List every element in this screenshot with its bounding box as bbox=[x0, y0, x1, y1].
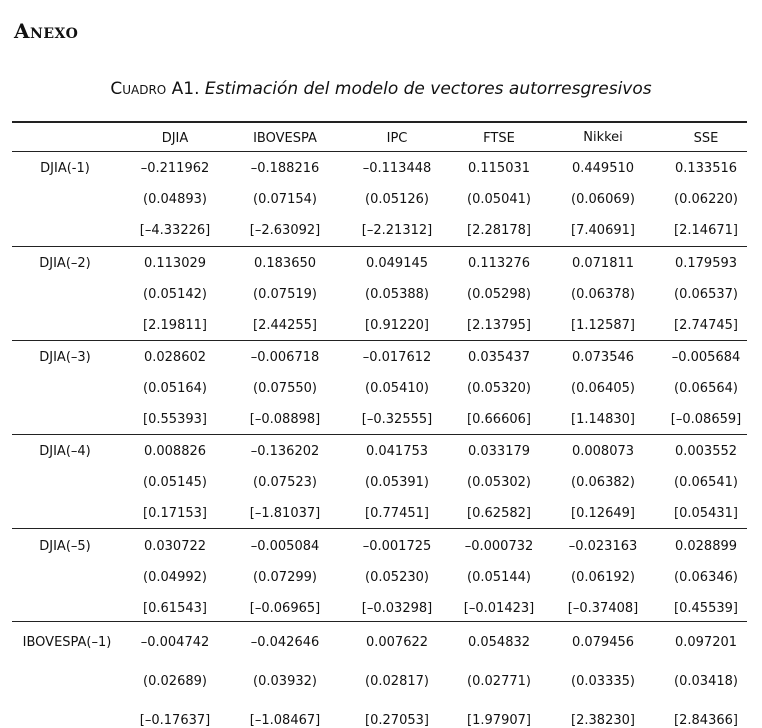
coefficient-cell: –0.004742 bbox=[140, 635, 210, 650]
t-stat-cell: [0.77451] bbox=[365, 506, 429, 521]
coefficient-cell: –0.211962 bbox=[140, 161, 210, 176]
t-stat-cell: [1.12587] bbox=[571, 318, 635, 333]
t-stat-cell: [–0.03298] bbox=[361, 601, 433, 616]
coefficient-cell: 0.033179 bbox=[467, 444, 531, 459]
coefficient-cell: 0.183650 bbox=[253, 256, 317, 271]
coefficient-cell: –0.017612 bbox=[362, 350, 432, 365]
std-error-cell: (0.05144) bbox=[467, 570, 531, 585]
t-stat-cell: [–0.08898] bbox=[249, 412, 321, 427]
t-stat-cell: [–2.63092] bbox=[249, 223, 321, 238]
std-error-cell: (0.02689) bbox=[143, 674, 207, 689]
row-label: DJIA(–5) bbox=[39, 539, 91, 554]
coefficient-cell: –0.006718 bbox=[250, 350, 320, 365]
group-separator bbox=[12, 246, 747, 247]
t-stat-cell: [0.27053] bbox=[365, 713, 429, 728]
std-error-cell: (0.02817) bbox=[365, 674, 429, 689]
column-header-ipc: IPC bbox=[386, 131, 408, 146]
table-caption bbox=[0, 79, 762, 99]
std-error-cell: (0.07519) bbox=[253, 287, 317, 302]
std-error-cell: (0.06069) bbox=[571, 192, 635, 207]
coefficient-cell: 0.007622 bbox=[365, 635, 429, 650]
t-stat-cell: [–0.17637] bbox=[139, 713, 211, 728]
t-stat-cell: [0.62582] bbox=[467, 506, 531, 521]
coefficient-cell: –0.001725 bbox=[362, 539, 432, 554]
std-error-cell: (0.07299) bbox=[253, 570, 317, 585]
std-error-cell: (0.03932) bbox=[253, 674, 317, 689]
std-error-cell: (0.06564) bbox=[674, 381, 738, 396]
coefficient-cell: –0.188216 bbox=[250, 161, 320, 176]
column-header-sse: SSE bbox=[693, 131, 719, 146]
std-error-cell: (0.03335) bbox=[571, 674, 635, 689]
column-header-ftse: FTSE bbox=[483, 131, 515, 146]
column-header-ibovespa: IBOVESPA bbox=[253, 131, 317, 146]
std-error-cell: (0.05164) bbox=[143, 381, 207, 396]
t-stat-cell: [0.66606] bbox=[467, 412, 531, 427]
t-stat-cell: [0.61543] bbox=[143, 601, 207, 616]
t-stat-cell: [–4.33226] bbox=[139, 223, 211, 238]
std-error-cell: (0.05410) bbox=[365, 381, 429, 396]
row-label: IBOVESPA(–1) bbox=[22, 635, 112, 650]
t-stat-cell: [–2.21312] bbox=[361, 223, 433, 238]
std-error-cell: (0.05145) bbox=[143, 475, 207, 490]
coefficient-cell: 0.097201 bbox=[674, 635, 738, 650]
coefficient-cell: –0.005084 bbox=[250, 539, 320, 554]
coefficient-cell: –0.005684 bbox=[671, 350, 741, 365]
t-stat-cell: [–1.81037] bbox=[249, 506, 321, 521]
table-number: Cuadro A1. bbox=[110, 79, 200, 99]
row-label: DJIA(–3) bbox=[39, 350, 91, 365]
std-error-cell: (0.05126) bbox=[365, 192, 429, 207]
t-stat-cell: [2.84366] bbox=[674, 713, 738, 728]
table-top-rule bbox=[12, 121, 747, 123]
row-label: DJIA(–2) bbox=[39, 256, 91, 271]
t-stat-cell: [2.28178] bbox=[467, 223, 531, 238]
coefficient-cell: 0.179593 bbox=[674, 256, 738, 271]
t-stat-cell: [–0.06965] bbox=[249, 601, 321, 616]
std-error-cell: (0.05041) bbox=[467, 192, 531, 207]
t-stat-cell: [–0.37408] bbox=[567, 601, 639, 616]
t-stat-cell: [7.40691] bbox=[571, 223, 635, 238]
coefficient-cell: –0.000732 bbox=[464, 539, 534, 554]
coefficient-cell: –0.136202 bbox=[250, 444, 320, 459]
std-error-cell: (0.04893) bbox=[143, 192, 207, 207]
std-error-cell: (0.05230) bbox=[365, 570, 429, 585]
std-error-cell: (0.06192) bbox=[571, 570, 635, 585]
std-error-cell: (0.06382) bbox=[571, 475, 635, 490]
t-stat-cell: [0.17153] bbox=[143, 506, 207, 521]
t-stat-cell: [–0.32555] bbox=[361, 412, 433, 427]
column-header-djia: DJIA bbox=[161, 131, 189, 146]
std-error-cell: (0.06541) bbox=[674, 475, 738, 490]
coefficient-cell: 0.028602 bbox=[143, 350, 207, 365]
t-stat-cell: [–1.08467] bbox=[249, 713, 321, 728]
coefficient-cell: –0.042646 bbox=[250, 635, 320, 650]
coefficient-cell: 0.028899 bbox=[674, 539, 738, 554]
section-heading: Anexo bbox=[14, 19, 79, 43]
t-stat-cell: [2.38230] bbox=[571, 713, 635, 728]
coefficient-cell: 0.049145 bbox=[365, 256, 429, 271]
t-stat-cell: [0.45539] bbox=[674, 601, 738, 616]
std-error-cell: (0.07523) bbox=[253, 475, 317, 490]
row-label: DJIA(–4) bbox=[39, 444, 91, 459]
t-stat-cell: [–0.01423] bbox=[463, 601, 535, 616]
std-error-cell: (0.03418) bbox=[674, 674, 738, 689]
coefficient-cell: –0.113448 bbox=[362, 161, 432, 176]
coefficient-cell: 0.449510 bbox=[571, 161, 635, 176]
table-title: Estimación del modelo de vectores autorresgresivos bbox=[204, 79, 652, 99]
std-error-cell: (0.05302) bbox=[467, 475, 531, 490]
t-stat-cell: [2.44255] bbox=[253, 318, 317, 333]
coefficient-cell: 0.113276 bbox=[467, 256, 531, 271]
header-rule bbox=[12, 151, 747, 152]
std-error-cell: (0.06378) bbox=[571, 287, 635, 302]
coefficient-cell: 0.035437 bbox=[467, 350, 531, 365]
std-error-cell: (0.07550) bbox=[253, 381, 317, 396]
std-error-cell: (0.05142) bbox=[143, 287, 207, 302]
std-error-cell: (0.06537) bbox=[674, 287, 738, 302]
std-error-cell: (0.04992) bbox=[143, 570, 207, 585]
std-error-cell: (0.05391) bbox=[365, 475, 429, 490]
column-header-nikkei: Nikkei bbox=[583, 130, 623, 145]
group-separator bbox=[12, 528, 747, 529]
t-stat-cell: [1.97907] bbox=[467, 713, 531, 728]
t-stat-cell: [2.19811] bbox=[143, 318, 207, 333]
row-label: DJIA(-1) bbox=[40, 161, 90, 176]
group-separator bbox=[12, 621, 747, 622]
coefficient-cell: 0.071811 bbox=[571, 256, 635, 271]
std-error-cell: (0.02771) bbox=[467, 674, 531, 689]
coefficient-cell: 0.008826 bbox=[143, 444, 207, 459]
coefficient-cell: 0.041753 bbox=[365, 444, 429, 459]
coefficient-cell: –0.023163 bbox=[568, 539, 638, 554]
coefficient-cell: 0.079456 bbox=[571, 635, 635, 650]
coefficient-cell: 0.133516 bbox=[674, 161, 738, 176]
t-stat-cell: [1.14830] bbox=[571, 412, 635, 427]
t-stat-cell: [2.74745] bbox=[674, 318, 738, 333]
t-stat-cell: [0.91220] bbox=[365, 318, 429, 333]
coefficient-cell: 0.003552 bbox=[674, 444, 738, 459]
coefficient-cell: 0.054832 bbox=[467, 635, 531, 650]
std-error-cell: (0.06220) bbox=[674, 192, 738, 207]
coefficient-cell: 0.073546 bbox=[571, 350, 635, 365]
t-stat-cell: [0.55393] bbox=[143, 412, 207, 427]
group-separator bbox=[12, 434, 747, 435]
t-stat-cell: [0.12649] bbox=[571, 506, 635, 521]
coefficient-cell: 0.115031 bbox=[467, 161, 531, 176]
coefficient-cell: 0.030722 bbox=[143, 539, 207, 554]
coefficient-cell: 0.008073 bbox=[571, 444, 635, 459]
t-stat-cell: [–0.08659] bbox=[670, 412, 742, 427]
std-error-cell: (0.06346) bbox=[674, 570, 738, 585]
group-separator bbox=[12, 340, 747, 341]
t-stat-cell: [2.14671] bbox=[674, 223, 738, 238]
std-error-cell: (0.06405) bbox=[571, 381, 635, 396]
std-error-cell: (0.05388) bbox=[365, 287, 429, 302]
t-stat-cell: [0.05431] bbox=[674, 506, 738, 521]
std-error-cell: (0.07154) bbox=[253, 192, 317, 207]
t-stat-cell: [2.13795] bbox=[467, 318, 531, 333]
std-error-cell: (0.05298) bbox=[467, 287, 531, 302]
coefficient-cell: 0.113029 bbox=[143, 256, 207, 271]
std-error-cell: (0.05320) bbox=[467, 381, 531, 396]
